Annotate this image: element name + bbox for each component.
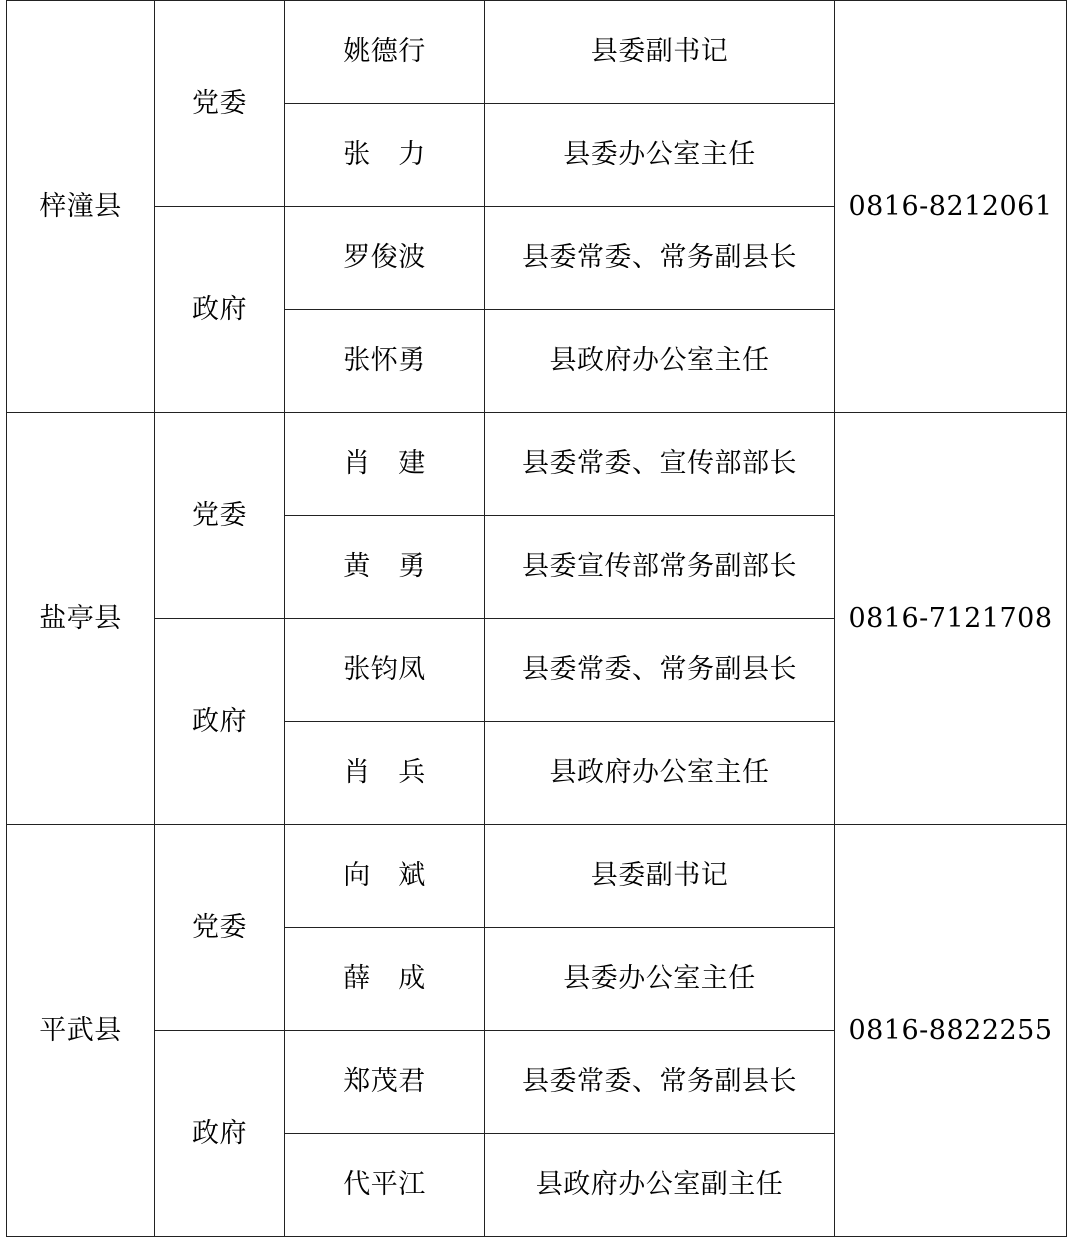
phone-cell: 0816-8212061 bbox=[835, 1, 1067, 413]
person-name: 代平江 bbox=[285, 1134, 485, 1237]
person-name: 张钧凤 bbox=[285, 619, 485, 722]
person-name: 张怀勇 bbox=[285, 310, 485, 413]
person-title: 县委常委、常务副县长 bbox=[485, 1031, 835, 1134]
org-cell: 党委 bbox=[155, 825, 285, 1031]
person-title: 县政府办公室副主任 bbox=[485, 1134, 835, 1237]
person-name: 肖 兵 bbox=[285, 722, 485, 825]
person-name: 向 斌 bbox=[285, 825, 485, 928]
phone-cell: 0816-7121708 bbox=[835, 413, 1067, 825]
person-title: 县委办公室主任 bbox=[485, 104, 835, 207]
person-name: 薛 成 bbox=[285, 928, 485, 1031]
county-cell: 盐亭县 bbox=[7, 413, 155, 825]
org-cell: 政府 bbox=[155, 619, 285, 825]
person-name: 肖 建 bbox=[285, 413, 485, 516]
org-cell: 政府 bbox=[155, 207, 285, 413]
person-name: 黄 勇 bbox=[285, 516, 485, 619]
table-row bbox=[7, 1, 1067, 104]
county-cell: 平武县 bbox=[7, 825, 155, 1237]
person-title: 县政府办公室主任 bbox=[485, 310, 835, 413]
person-title: 县委副书记 bbox=[485, 1, 835, 104]
person-name: 郑茂君 bbox=[285, 1031, 485, 1134]
person-title: 县委宣传部常务副部长 bbox=[485, 516, 835, 619]
person-name: 姚德行 bbox=[285, 1, 485, 104]
phone-cell: 0816-8822255 bbox=[835, 825, 1067, 1237]
table-row bbox=[7, 825, 1067, 928]
table-row bbox=[7, 413, 1067, 516]
org-cell: 党委 bbox=[155, 413, 285, 619]
person-name: 罗俊波 bbox=[285, 207, 485, 310]
contact-table bbox=[6, 0, 1067, 1237]
org-cell: 党委 bbox=[155, 1, 285, 207]
person-title: 县政府办公室主任 bbox=[485, 722, 835, 825]
person-title: 县委办公室主任 bbox=[485, 928, 835, 1031]
person-title: 县委常委、常务副县长 bbox=[485, 207, 835, 310]
person-title: 县委常委、常务副县长 bbox=[485, 619, 835, 722]
person-name: 张 力 bbox=[285, 104, 485, 207]
county-cell: 梓潼县 bbox=[7, 1, 155, 413]
person-title: 县委副书记 bbox=[485, 825, 835, 928]
org-cell: 政府 bbox=[155, 1031, 285, 1237]
person-title: 县委常委、宣传部部长 bbox=[485, 413, 835, 516]
